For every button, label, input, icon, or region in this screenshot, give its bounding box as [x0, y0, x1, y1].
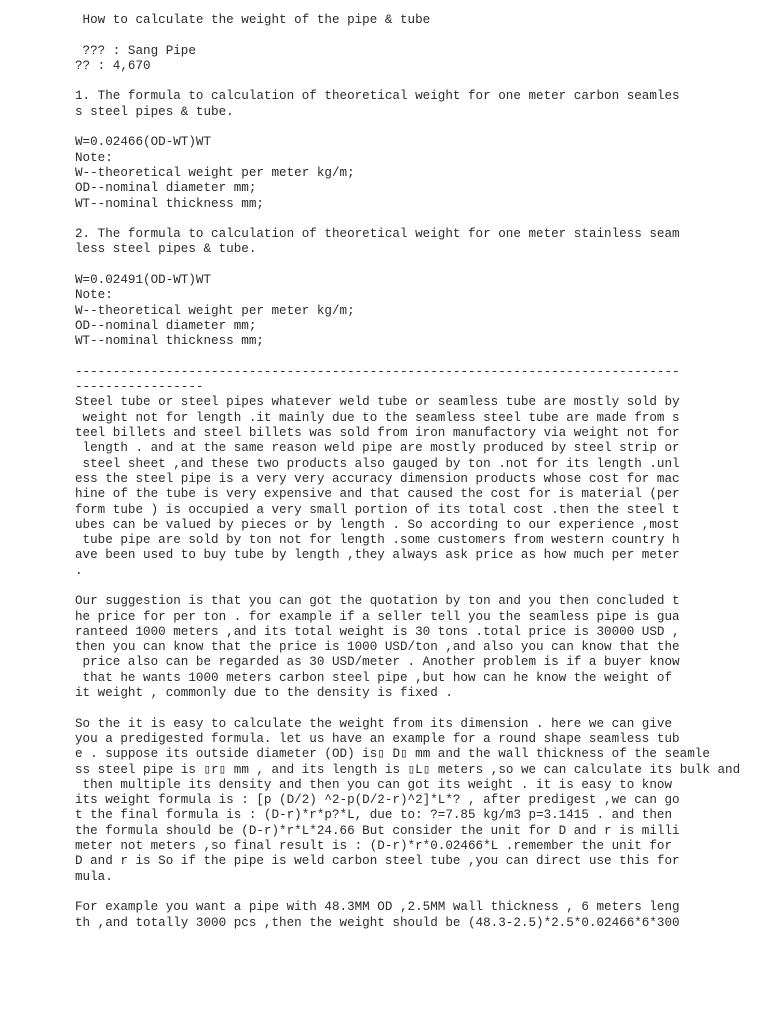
text-line: Our suggestion is that you can got the quotation by ton and you then concluded t	[75, 594, 680, 609]
text-line: W--theoretical weight per meter kg/m;	[75, 303, 355, 318]
paragraph-gap	[75, 701, 765, 716]
text-line: he price for per ton . for example if a seller tell you the seamless pipe is gua	[75, 609, 680, 624]
paragraph-gap	[75, 350, 765, 365]
text-line: tube pipe are sold by ton not for length .some customers from western country h	[75, 533, 680, 548]
paragraph	[75, 135, 765, 211]
paragraph	[75, 273, 765, 349]
text-line: Note:	[75, 150, 113, 165]
paragraph	[75, 900, 765, 931]
paragraph	[75, 365, 765, 579]
document-body	[75, 13, 765, 931]
paragraph-gap	[75, 579, 765, 594]
text-line: then you can know that the price is 1000 USD/ton ,and also you can know that the	[75, 640, 680, 655]
text-line: For example you want a pipe with 48.3MM OD ,2.5MM wall thickness , 6 meters leng	[75, 900, 680, 915]
text-line: hine of the tube is very expensive and that caused the cost for is material (per	[75, 487, 680, 502]
text-line: ranteed 1000 meters ,and its total weight is 30 tons .total price is 30000 USD ,	[75, 624, 680, 639]
text-line: --------------------------------------------------------------------------------	[75, 364, 680, 379]
text-line: that he wants 1000 meters carbon steel pipe ,but how can he know the weight of	[75, 670, 673, 685]
text-line: steel sheet ,and these two products also gauged by ton .not for its length .unl	[75, 456, 680, 471]
text-line: meter not meters ,so final result is : (D-r)*r*0.02466*L .remember the unit for	[75, 839, 673, 854]
paragraph-gap	[75, 120, 765, 135]
text-line: price also can be regarded as 30 USD/meter . Another problem is if a buyer know	[75, 655, 680, 670]
text-line: ave been used to buy tube by length ,they always ask price as how much per meter	[75, 548, 680, 563]
paragraph	[75, 594, 765, 701]
text-line: its weight formula is : [p (D/2) ^2-p(D/2-r)^2]*L*? , after predigest ,we can go	[75, 793, 680, 808]
paragraph-gap	[75, 74, 765, 89]
text-line: Note:	[75, 288, 113, 303]
text-line: OD--nominal diameter mm;	[75, 181, 257, 196]
text-line: form tube ) is occupied a very small portion of its total cost .then the steel t	[75, 502, 680, 517]
text-line: length . and at the same reason weld pipe are mostly produced by steel strip or	[75, 441, 680, 456]
text-line: mula.	[75, 869, 113, 884]
text-line: weight not for length .it mainly due to the seamless steel tube are made from s	[75, 410, 680, 425]
text-line: then multiple its density and then you can got its weight . it is easy to know	[75, 777, 673, 792]
text-line: t the final formula is : (D-r)*r*p?*L, due to: ?=7.85 kg/m3 p=3.1415 . and then	[75, 808, 673, 823]
document-title	[75, 13, 765, 28]
paragraph-gap	[75, 212, 765, 227]
text-line: 1. The formula to calculation of theoretical weight for one meter carbon seamles	[75, 89, 680, 104]
text-line: Steel tube or steel pipes whatever weld tube or seamless tube are mostly sold by	[75, 395, 680, 410]
paragraph	[75, 89, 765, 120]
text-line: ess the steel pipe is a very very accuracy dimension products whose cost for mac	[75, 471, 680, 486]
document-meta	[75, 44, 765, 75]
text-line: ubes can be valued by pieces or by length . So according to our experience ,most	[75, 517, 680, 532]
text-line: e . suppose its outside diameter (OD) is▯ D▯ mm and the wall thickness of the seamle	[75, 747, 710, 762]
text-line: ss steel pipe is ▯r▯ mm , and its length is ▯L▯ meters ,so we can calculate its bulk and	[75, 762, 741, 777]
text-line: it weight , commonly due to the density is fixed .	[75, 686, 453, 701]
text-line: W--theoretical weight per meter kg/m;	[75, 165, 355, 180]
text-line: ??? : Sang Pipe	[75, 43, 196, 58]
text-line: you a predigested formula. let us have an example for a round shape seamless tub	[75, 731, 680, 746]
paragraph	[75, 227, 765, 258]
paragraph-gap	[75, 885, 765, 900]
text-line: -----------------	[75, 380, 204, 395]
text-line: th ,and totally 3000 pcs ,then the weight should be (48.3-2.5)*2.5*0.02466*6*300	[75, 915, 680, 930]
text-line: s steel pipes & tube.	[75, 104, 234, 119]
text-line: teel billets and steel billets was sold from iron manufactory via weight not for	[75, 426, 680, 441]
text-line: WT--nominal thickness mm;	[75, 196, 264, 211]
text-line: ?? : 4,670	[75, 58, 151, 73]
paragraph	[75, 717, 765, 885]
paragraph-gap	[75, 28, 765, 43]
text-line: the formula should be (D-r)*r*L*24.66 But consider the unit for D and r is milli	[75, 823, 680, 838]
paragraph-gap	[75, 258, 765, 273]
text-line: How to calculate the weight of the pipe & tube	[75, 13, 431, 27]
text-line: So the it is easy to calculate the weight from its dimension . here we can give	[75, 716, 673, 731]
text-line: OD--nominal diameter mm;	[75, 318, 257, 333]
text-line: less steel pipes & tube.	[75, 242, 257, 257]
text-line: W=0.02491(OD-WT)WT	[75, 273, 212, 288]
text-line: D and r is So if the pipe is weld carbon steel tube ,you can direct use this for	[75, 854, 680, 869]
text-line: 2. The formula to calculation of theoretical weight for one meter stainless seam	[75, 227, 680, 242]
text-line: .	[75, 563, 83, 578]
text-line: WT--nominal thickness mm;	[75, 334, 264, 349]
text-line: W=0.02466(OD-WT)WT	[75, 135, 212, 150]
